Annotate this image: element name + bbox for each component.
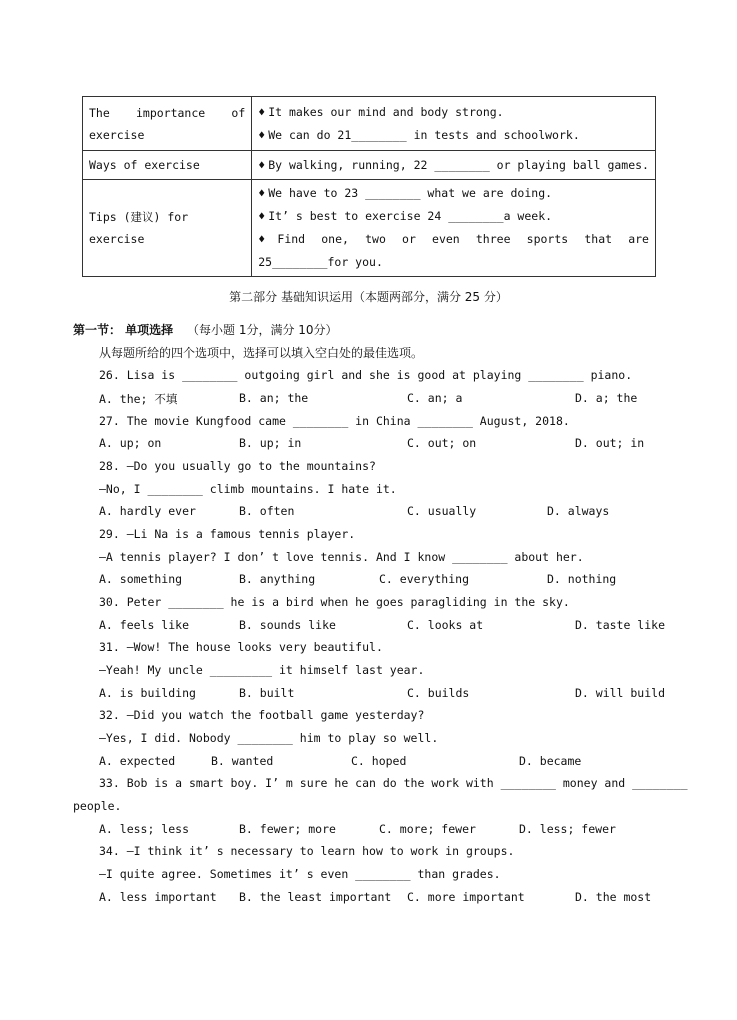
table-points-cell	[252, 180, 656, 277]
question-stem: 34. —I think it’ s necessary to learn how to work in groups.	[99, 844, 515, 858]
option-d: D. a; the	[575, 391, 638, 405]
option-d: D. out; in	[575, 436, 645, 450]
question-stem: 27. The movie Kungfood came ________ in China ________ August, 2018.	[99, 414, 570, 428]
option-b: B. up; in	[239, 436, 302, 450]
table-row	[83, 97, 656, 151]
option-c: C. usually	[407, 504, 477, 518]
option-c: C. hoped	[351, 754, 407, 768]
option-b: B. wanted	[211, 754, 274, 768]
option-d: D. always	[547, 504, 610, 518]
summary-table	[82, 96, 656, 277]
option-c: C. everything	[379, 572, 470, 586]
table-point: ♦ We have to 23 ________ what we are doing.	[258, 186, 553, 200]
option-d: D. will build	[575, 686, 666, 700]
section-note: （每小题 1分，满分 10分）	[187, 323, 338, 337]
option-d: D. nothing	[547, 572, 617, 586]
option-c: C. more important	[407, 890, 525, 904]
question-stem: 30. Peter ________ he is a bird when he goes paragliding in the sky.	[99, 595, 570, 609]
option-d: D. less; fewer	[519, 822, 616, 836]
option-d: D. taste like	[575, 618, 666, 632]
question-stem-line: —No, I ________ climb mountains. I hate it.	[99, 482, 397, 496]
option-b: B. anything	[239, 572, 316, 586]
table-topic-cell	[83, 180, 252, 277]
question-stem: 31. —Wow! The house looks very beautiful.	[99, 640, 383, 654]
option-c: C. looks at	[407, 618, 484, 632]
question-stem: 28. —Do you usually go to the mountains?	[99, 459, 376, 473]
section-label: 第一节： 单项选择	[73, 323, 174, 337]
table-points-cell	[252, 151, 656, 180]
question-stem: 32. —Did you watch the football game yesterday?	[99, 708, 425, 722]
topic-text: Tips (建议) for exercise	[89, 210, 189, 246]
question-stem-line: —Yes, I did. Nobody ________ him to play so well.	[99, 731, 439, 745]
option-b: B. the least important	[239, 890, 392, 904]
option-a: A. feels like	[99, 618, 190, 632]
table-topic-cell	[83, 151, 252, 180]
option-a: A. something	[99, 572, 183, 586]
diamond-bullet-icon: ♦	[258, 186, 266, 200]
question-stem: 26. Lisa is ________ outgoing girl and she is good at playing ________ piano.	[99, 368, 633, 382]
diamond-bullet-icon: ♦	[258, 157, 266, 172]
table-row	[83, 180, 656, 277]
option-a: A. less important	[99, 890, 217, 904]
section-instruction: 从每题所给的四个选项中，选择可以填入空白处的最佳选项。	[99, 346, 424, 360]
diamond-bullet-icon: ♦	[258, 209, 266, 223]
question-stem-line: people.	[73, 799, 122, 813]
option-c: C. builds	[407, 686, 470, 700]
diamond-bullet-icon: ♦	[258, 232, 275, 246]
option-b: B. often	[239, 504, 295, 518]
option-d: D. became	[519, 754, 582, 768]
option-b: B. fewer; more	[239, 822, 336, 836]
option-a: A. up; on	[99, 436, 162, 450]
table-points-cell	[252, 97, 656, 151]
part-two-title: 第二部分 基础知识运用（本题两部分，满分 25 分）	[229, 290, 508, 304]
question-stem-line: —Yeah! My uncle _________ it himself last year.	[99, 663, 425, 677]
table-topic-cell	[83, 97, 252, 151]
table-point: ♦ We can do 21________ in tests and schoolwork.	[258, 127, 580, 142]
table-row	[83, 151, 656, 180]
topic-text: The importance of exercise	[89, 105, 246, 142]
option-c: C. an; a	[407, 391, 463, 405]
question-stem-line: —A tennis player? I don’ t love tennis. And I know ________ about her.	[99, 550, 584, 564]
option-a: A. hardly ever	[99, 504, 196, 518]
option-c: C. out; on	[407, 436, 477, 450]
diamond-bullet-icon: ♦	[258, 127, 266, 142]
option-d: D. the most	[575, 890, 652, 904]
topic-text: Ways of exercise	[89, 158, 200, 172]
option-a: A. expected	[99, 754, 176, 768]
section-one-heading	[73, 321, 338, 338]
question-stem: 29. —Li Na is a famous tennis player.	[99, 527, 356, 541]
table-point: ♦ By walking, running, 22 ________ or playing ball games.	[258, 157, 649, 172]
option-c: C. more; fewer	[379, 822, 476, 836]
option-b: B. sounds like	[239, 618, 336, 632]
option-b: B. an; the	[239, 391, 309, 405]
option-a: A. the; 不填	[99, 392, 178, 406]
table-point: ♦ It makes our mind and body strong.	[258, 104, 504, 119]
question-stem: 33. Bob is a smart boy. I’ m sure he can do the work with ________ money and ________	[99, 776, 688, 790]
option-b: B. built	[239, 686, 295, 700]
diamond-bullet-icon: ♦	[258, 104, 266, 119]
table-point: ♦ It’ s best to exercise 24 ________a week.	[258, 209, 553, 223]
question-stem-line: —I quite agree. Sometimes it’ s even ________ than grades.	[99, 867, 501, 881]
table-point: ♦ Find one, two or even three sports that are 25________for you.	[258, 232, 649, 269]
option-a: A. is building	[99, 686, 196, 700]
option-a: A. less; less	[99, 822, 190, 836]
